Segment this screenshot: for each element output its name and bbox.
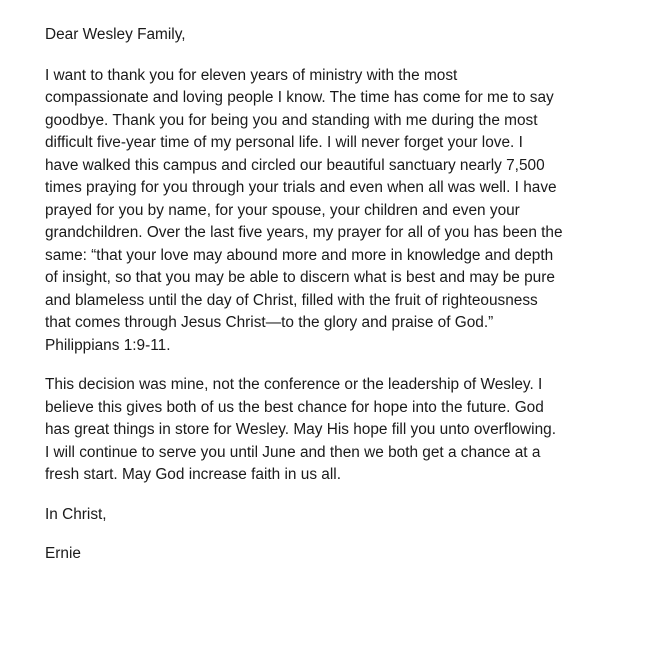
paragraph-line: fresh start. May God increase faith in us all.: [45, 466, 341, 483]
signature: Ernie: [45, 545, 81, 562]
paragraph-line: have walked this campus and circled our beautiful sanctuary nearly 7,500: [45, 156, 545, 174]
paragraph-line: and blameless until the day of Christ, filled with the fruit of righteousness: [45, 291, 538, 309]
paragraph-line: Philippians 1:9-11.: [45, 336, 171, 354]
paragraph-line: that comes through Jesus Christ—to the glory and praise of God.”: [45, 314, 494, 331]
paragraph-line: has great things in store for Wesley. May His hope fill you unto overflowing.: [45, 421, 556, 438]
paragraph-line: difficult five-year time of my personal life. I will never forget your love. I: [45, 134, 523, 151]
paragraph-line: This decision was mine, not the conference or the leadership of Wesley. I: [45, 376, 543, 393]
paragraph-line: times praying for you through your trials and even when all was well. I have: [45, 179, 557, 196]
paragraph-line: goodbye. Thank you for being you and standing with me during the most: [45, 111, 538, 129]
paragraph-line: believe this gives both of us the best chance for hope into the future. God: [45, 398, 544, 416]
letter-body: [45, 24, 637, 566]
paragraph-decision: [45, 374, 637, 487]
salutation: Dear Wesley Family,: [45, 26, 186, 43]
paragraph-line: of insight, so that you may be able to discern what is best and may be pure: [45, 269, 555, 286]
paragraph-line: prayed for you by name, for your spouse, your children and even your: [45, 201, 520, 219]
paragraph-line: grandchildren. Over the last five years, my prayer for all of you has been the: [45, 224, 563, 241]
paragraph-thanks: [45, 65, 637, 358]
paragraph-line: I will continue to serve you until June and then we both get a chance at a: [45, 443, 541, 461]
closing: In Christ,: [45, 505, 107, 523]
paragraph-line: compassionate and loving people I know. The time has come for me to say: [45, 89, 554, 106]
paragraph-line: same: “that your love may abound more and more in knowledge and depth: [45, 246, 554, 264]
paragraph-line: I want to thank you for eleven years of ministry with the most: [45, 66, 458, 84]
